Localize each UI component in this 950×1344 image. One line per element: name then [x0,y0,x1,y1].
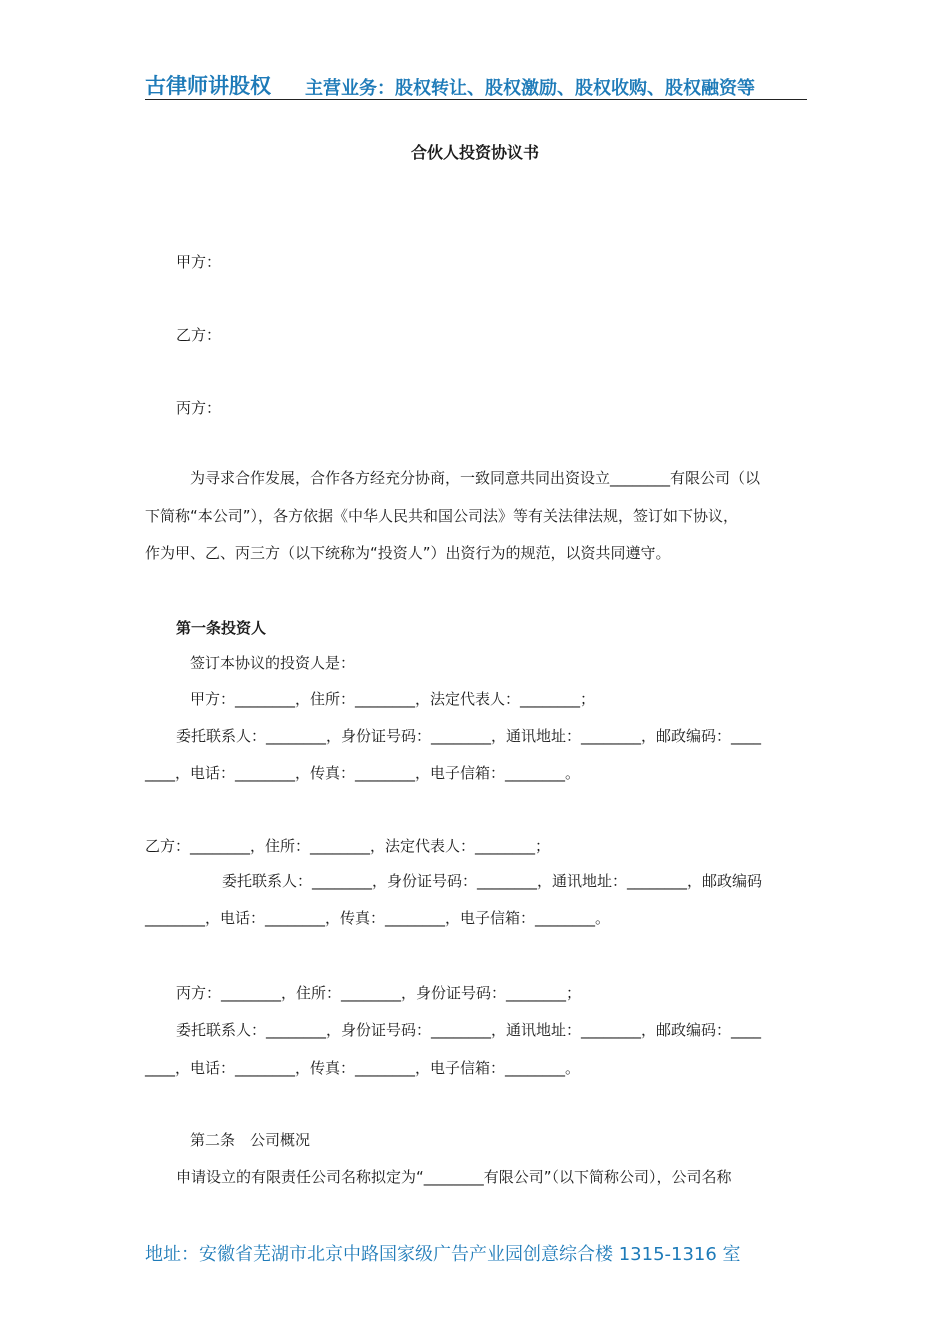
party-c-label: 丙方： [176,399,222,417]
party-a-label: 甲方： [176,253,222,271]
party-b-label: 乙方： [176,326,222,344]
party-c-info-1: 丙方：________，住所：________，身份证号码：________； [176,984,582,1002]
party-c-info-3: ____，电话：________，传真：________，电子信箱：________。 [145,1059,581,1077]
article-2-line-1: 申请设立的有限责任公司名称拟定为“________有限公司”（以下简称公司），公司名称 [176,1168,732,1186]
business-scope: 主营业务：股权转让、股权激励、股权收购、股权融资等 [305,78,755,99]
document-title: 合伙人投资协议书 [410,143,539,162]
party-c-info-2: 委托联系人：________，身份证号码：________，通讯地址：________，邮政编码：____ [176,1021,762,1039]
intro-line-3: 作为甲、乙、丙三方（以下统称为“投资人”）出资行为的规范，以资共同遵守。 [145,544,671,562]
intro-line-1: 为寻求合作发展，合作各方经充分协商，一致同意共同出资设立________有限公司（以 [190,469,761,487]
footer-address: 地址：安徽省芜湖市北京中路国家级广告产业园创意综合楼 1315-1316 室 [145,1244,741,1265]
page-header [145,68,807,100]
article-2-heading: 第二条 公司概况 [190,1131,311,1149]
party-a-info-2: 委托联系人：________，身份证号码：________，通讯地址：________，邮政编码：____ [176,727,762,745]
article-1-heading: 第一条投资人 [176,619,267,637]
party-a-info-3: ____，电话：________，传真：________，电子信箱：________。 [145,764,581,782]
party-b-info-2: 委托联系人：________，身份证号码：________，通讯地址：________，邮政编码 [222,872,763,890]
party-b-info-1: 乙方：________，住所：________，法定代表人：________； [145,837,551,855]
intro-line-2: 下简称“本公司”），各方依据《中华人民共和国公司法》等有关法律法规，签订如下协议， [145,507,739,525]
party-a-info-1: 甲方：________，住所：________，法定代表人：________； [190,690,596,708]
party-b-info-3: ________，电话：________，传真：________，电子信箱：________。 [145,909,611,927]
article-1-lead: 签订本协议的投资人是： [190,654,356,672]
brand-name: 古律师讲股权 [145,74,271,98]
